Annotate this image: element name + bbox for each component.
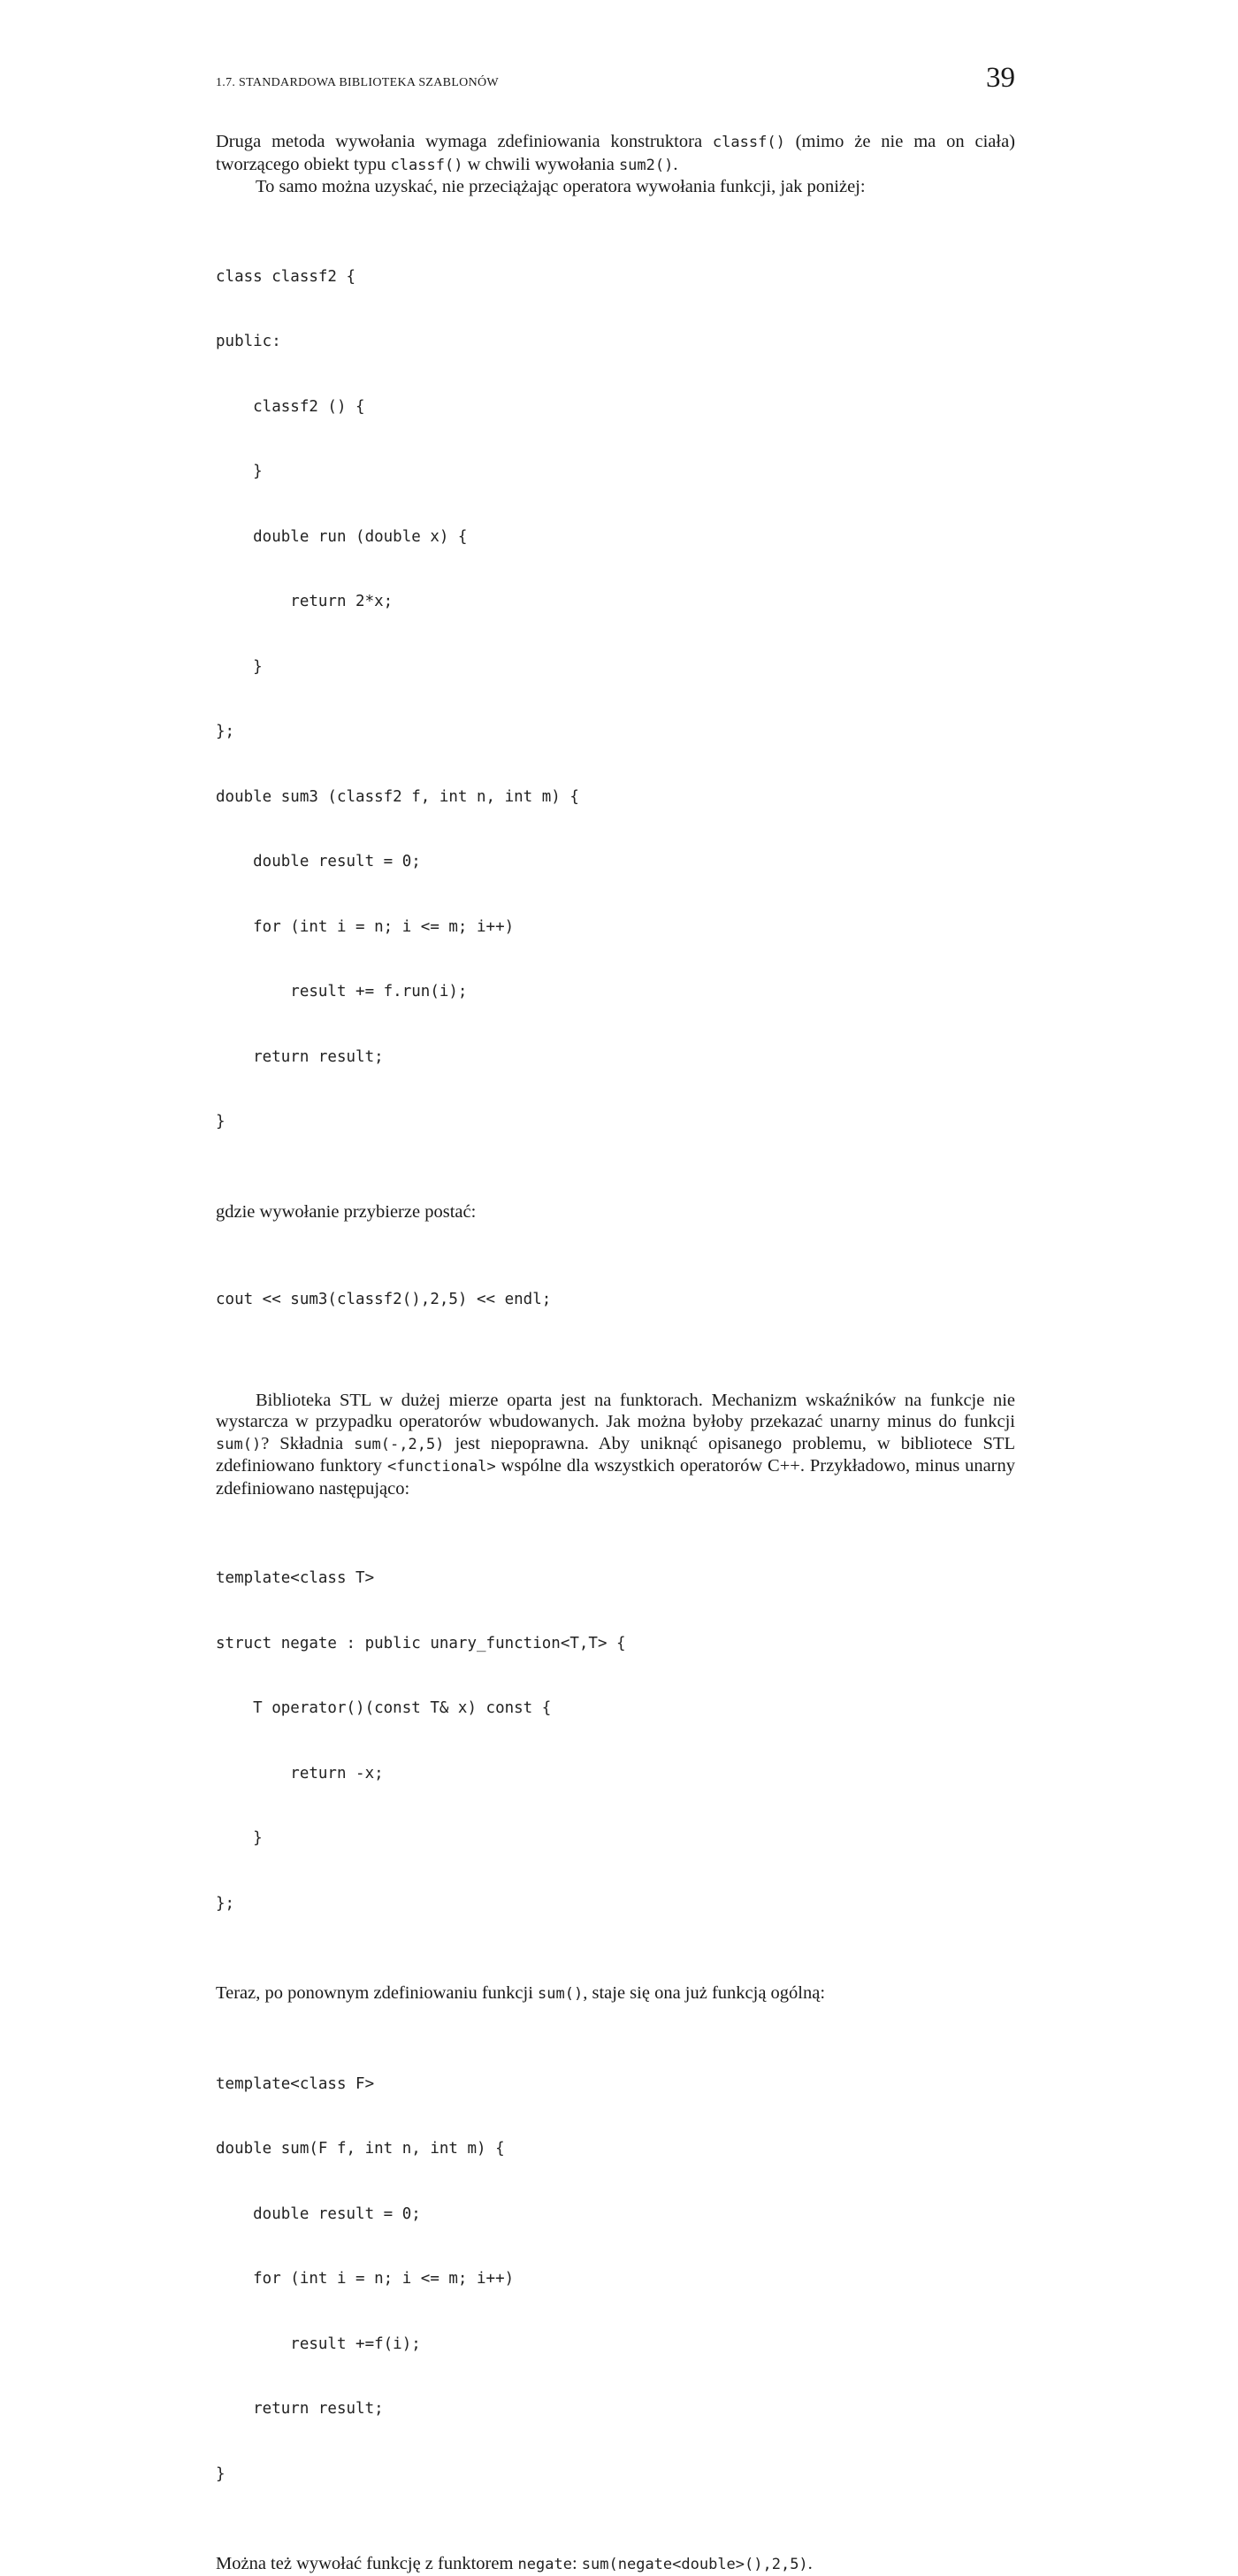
code-line: cout << sum3(classf2(),2,5) << endl; (216, 1291, 552, 1308)
inline-code: negate (517, 2556, 572, 2573)
code-line: template<class F> (216, 2074, 375, 2093)
paragraph-generic-sum (216, 1982, 1015, 2005)
code-line: } (216, 1829, 263, 1847)
code-line: return result; (216, 1047, 384, 1066)
code-block-template-sum (216, 2030, 1015, 2529)
paragraph-without-overloading: To samo można uzyskać, nie przeciążając operatora wywołania funkcji, jak poniżej: (256, 177, 866, 196)
code-line: }; (216, 723, 235, 740)
page-number: 39 (986, 62, 1015, 94)
text-run: Można też wywołać funkcję z funktorem (216, 2554, 518, 2573)
paragraph-constructor-method (216, 131, 1015, 176)
code-line: double result = 0; (216, 853, 421, 870)
code-line: }; (216, 1894, 235, 1913)
inline-code: classf() (712, 134, 785, 151)
text-run: , staje się ona już funkcją ogólną: (583, 1983, 826, 2003)
code-line: class classf2 { (216, 267, 356, 286)
code-line: double sum3 (classf2 f, int n, int m) { (216, 787, 579, 806)
code-line: } (216, 463, 263, 480)
code-line: classf2 () { (216, 397, 365, 416)
text-run: jest niepoprawna. Aby uniknąć opisanego problemu, w bibliotece STL zdefiniowano funktory (216, 1433, 1015, 1476)
code-line: double result = 0; (216, 2204, 421, 2223)
code-line: template<class T> (216, 1569, 375, 1587)
code-line: public: (216, 333, 281, 350)
code-line: return result; (216, 2400, 384, 2418)
code-line: } (216, 2465, 225, 2483)
code-line: double sum(F f, int n, int m) { (216, 2140, 505, 2158)
code-line: result += f.run(i); (216, 983, 468, 1000)
paragraph-call-form: gdzie wywołanie przybierze postać: (216, 1201, 477, 1222)
inline-code: <functional> (386, 1458, 496, 1476)
code-line: return -x; (216, 1764, 384, 1782)
text-run: Teraz, po ponownym zdefiniowaniu funkcji (216, 1983, 539, 2003)
code-block-cout-call (216, 1246, 1015, 1354)
text-run: Biblioteka STL w dużej mierze oparta jest na funktorach. Mechanizm wskaźników na funkcje nie wystarcza w przypadku operatorów wbudowanych. Jak można byłoby przekazać unarny minus do funkcji (216, 1390, 1015, 1431)
code-line: } (216, 657, 263, 676)
code-line: } (216, 1113, 225, 1131)
text-run: Druga metoda wywołania wymaga zdefiniowania konstruktora (216, 132, 713, 151)
code-block-classf2 (216, 223, 1015, 1177)
inline-code: sum(-,2,5) (354, 1435, 445, 1453)
inline-code: sum2() (618, 156, 674, 174)
text-run: : (571, 2554, 582, 2573)
inline-code: classf() (390, 156, 463, 174)
inline-code: sum(negate<double>(),2,5) (581, 2556, 808, 2573)
code-block-negate (216, 1524, 1015, 1958)
paragraph-negate-call (216, 2553, 1015, 2576)
code-line: for (int i = n; i <= m; i++) (216, 917, 515, 936)
code-line: T operator()(const T& x) const { (216, 1699, 552, 1717)
code-line: double run (double x) { (216, 527, 468, 546)
text-run: . (807, 2554, 813, 2573)
code-line: return 2*x; (216, 593, 394, 610)
inline-code: sum() (216, 1435, 262, 1453)
section-title: 1.7. STANDARDOWA BIBLIOTEKA SZABLONÓW (216, 76, 499, 89)
code-line: for (int i = n; i <= m; i++) (216, 2270, 515, 2288)
inline-code: sum() (538, 1985, 584, 2003)
text-run: (mimo że nie ma on ciała) tworzącego obiekt typu (216, 132, 1015, 174)
page-body (216, 131, 1015, 2576)
running-header (216, 62, 1015, 111)
text-run: wspólne dla wszystkich operatorów C++. Przykładowo, minus unarny zdefiniowano następująco: (216, 1456, 1015, 1499)
text-run: . (673, 154, 678, 174)
code-line: result +=f(i); (216, 2334, 421, 2353)
paragraph-stl-functors (216, 1390, 1015, 1500)
text-run: w chwili wywołania (462, 154, 619, 174)
text-run: ? Składnia (261, 1433, 355, 1453)
code-line: struct negate : public unary_function<T,T> { (216, 1634, 626, 1652)
